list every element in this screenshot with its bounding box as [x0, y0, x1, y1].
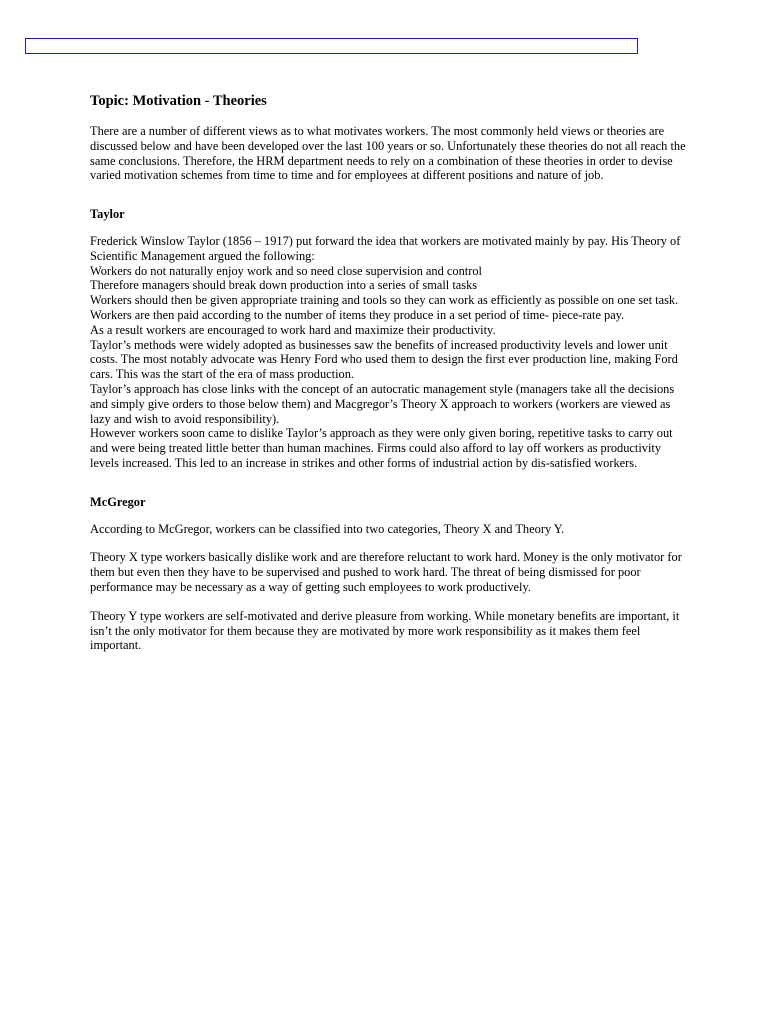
- mcgregor-paragraph-3: Theory Y type workers are self-motivated and derive pleasure from working. While monetary benefits are important, it isn’t the only motivator for them because they are motivated by more work responsibility as it makes them feel important.: [90, 608, 680, 653]
- taylor-line: As a result workers are encouraged to work hard and maximize their productivity.: [90, 322, 496, 337]
- intro-paragraph: There are a number of different views as to what motivates workers. The most commonly held views or theories are discussed below and have been developed over the last 100 years or so. Unfortunately these theories do not all reach the same conclusions. Therefore, the HRM department needs to rely on a combination of these theories in order to devise varied motivation schemes from time to time and for employees at different positions and nature of job.: [90, 124, 686, 183]
- document-body: [90, 92, 690, 667]
- taylor-line: Workers do not naturally enjoy work and so need close supervision and control: [90, 263, 482, 278]
- taylor-section: [90, 234, 690, 471]
- taylor-line: Taylor’s approach has close links with the concept of an autocratic management style (managers take all the decisions and simply give orders to those below them) and Macgregor’s Theory X approach to workers (workers are viewed as lazy and wish to avoid responsibility).: [90, 381, 675, 426]
- section-heading-mcgregor: McGregor: [90, 494, 146, 509]
- taylor-line: Frederick Winslow Taylor (1856 – 1917) put forward the idea that workers are motivated mainly by pay. His Theory of Scientific Management argued the following:: [90, 233, 681, 263]
- taylor-line: Workers are then paid according to the number of items they produce in a set period of time- piece-rate pay.: [90, 307, 625, 322]
- taylor-line: Therefore managers should break down production into a series of small tasks: [90, 278, 478, 293]
- taylor-line: Workers should then be given appropriate training and tools so they can work as efficiently as possible on one set task.: [90, 293, 679, 308]
- header-frame: [25, 38, 638, 54]
- mcgregor-paragraph-2: Theory X type workers basically dislike work and are therefore reluctant to work hard. Money is the only motivator for them but even then they have to be supervised and pushed to work hard. The threat of being dismissed for poor performance may be necessary as a way of getting such employees to work productively.: [90, 550, 682, 594]
- section-heading-taylor: Taylor: [90, 207, 125, 222]
- taylor-line: However workers soon came to dislike Taylor’s approach as they were only given boring, repetitive tasks to carry out and were being treated little better than human machines. Firms could also afford to lay off workers as productivity levels increased. This led to an increase in strikes and other forms of industrial action by dis-satisfied workers.: [90, 426, 673, 470]
- mcgregor-paragraph-1: According to McGregor, workers can be classified into two categories, Theory X and Theory Y.: [90, 521, 565, 536]
- taylor-line: Taylor’s methods were widely adopted as businesses saw the benefits of increased productivity levels and lower unit costs. The most notably advocate was Henry Ford who used them to design the first ever production line, making Ford cars. This was the start of the era of mass production.: [90, 337, 678, 382]
- page-title: Topic: Motivation - Theories: [90, 93, 267, 109]
